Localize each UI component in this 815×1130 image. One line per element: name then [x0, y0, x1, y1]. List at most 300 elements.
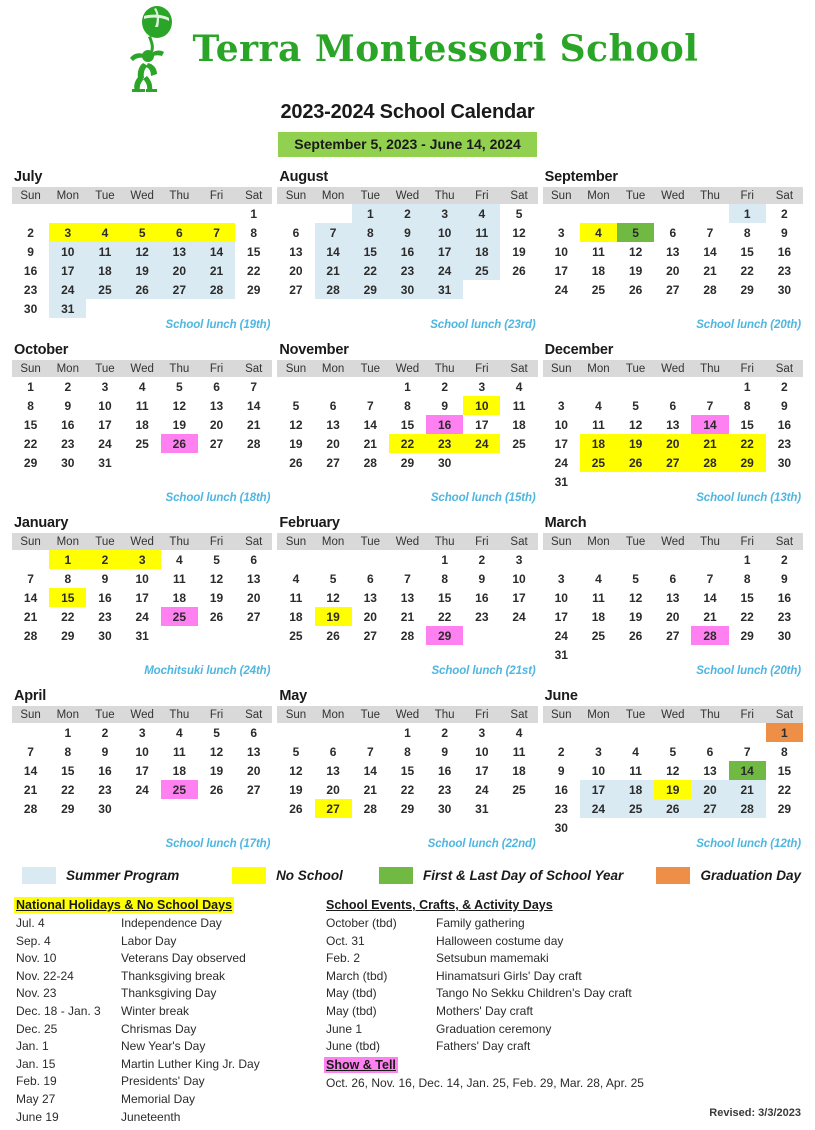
empty-day-cell — [500, 280, 537, 299]
day-cell: 24 — [512, 609, 526, 624]
day-cell: 2 — [27, 225, 34, 240]
day-cell: 6 — [669, 398, 677, 413]
day-cell: 24 — [426, 261, 463, 280]
empty-day-cell — [277, 818, 314, 837]
empty-day-cell — [86, 299, 123, 318]
holidays-list — [14, 915, 324, 1126]
day-cell: 15 — [740, 417, 754, 432]
weekday-header-sun: Sun — [12, 360, 49, 377]
weekday-header-mon: Mon — [315, 187, 352, 204]
day-cell: 4 — [86, 223, 123, 242]
week-row — [277, 453, 537, 472]
day-cell: 9 — [389, 223, 426, 242]
day-cell: 7 — [27, 571, 34, 586]
day-cell: 19 — [315, 607, 352, 626]
empty-day-cell — [315, 472, 352, 491]
day-cell: 30 — [777, 282, 792, 297]
empty-day-cell — [617, 550, 654, 569]
day-cell: 27 — [666, 282, 680, 297]
empty-day-cell — [426, 645, 463, 664]
day-cell: 6 — [250, 552, 258, 567]
day-cell: 20 — [289, 263, 303, 278]
day-cell: 25 — [617, 799, 654, 818]
empty-day-cell — [352, 472, 389, 491]
list-item — [324, 1021, 801, 1039]
list-item-date: Sep. 4 — [16, 933, 51, 948]
day-cell: 2 — [86, 550, 123, 569]
day-cell: 18 — [591, 609, 606, 624]
legend-label: No School — [276, 868, 343, 883]
day-cell: 14 — [729, 761, 766, 780]
day-cell: 9 — [478, 571, 486, 586]
empty-day-cell — [389, 550, 426, 569]
day-cell: 8 — [743, 398, 751, 413]
day-cell: 28 — [729, 799, 766, 818]
day-cell: 1 — [441, 552, 449, 567]
day-cell: 21 — [363, 782, 377, 797]
day-cell: 24 — [554, 282, 568, 297]
day-cell: 17 — [554, 436, 568, 451]
day-cell: 7 — [27, 744, 34, 759]
week-row — [277, 645, 537, 664]
day-cell: 14 — [363, 417, 377, 432]
day-cell: 11 — [173, 744, 186, 759]
empty-day-cell — [500, 645, 537, 664]
day-cell: 4 — [463, 204, 500, 223]
day-cell: 18 — [591, 263, 606, 278]
empty-day-cell — [389, 472, 426, 491]
week-row — [12, 377, 272, 396]
day-cell: 6 — [706, 744, 714, 759]
day-cell: 11 — [289, 590, 303, 605]
list-item-date: March (tbd) — [326, 968, 388, 983]
child-with-globe-balloon-logo-icon — [117, 6, 191, 92]
weekday-header-row — [12, 187, 272, 204]
empty-day-cell — [580, 818, 617, 837]
weekday-header-sat: Sat — [235, 533, 272, 550]
day-cell: 9 — [101, 571, 109, 586]
week-row — [543, 223, 803, 242]
day-cell: 20 — [666, 263, 680, 278]
day-cell: 12 — [209, 744, 224, 759]
list-item-label: Tango No Sekku Children's Day craft — [436, 986, 632, 1001]
day-cell: 16 — [437, 763, 452, 778]
day-cell: 24 — [135, 782, 149, 797]
day-cell: 20 — [666, 609, 680, 624]
weekday-header-thu: Thu — [691, 187, 728, 204]
day-cell: 11 — [135, 398, 149, 413]
legend — [0, 861, 815, 884]
empty-day-cell — [463, 818, 500, 837]
lunch-note: School lunch (21st) — [431, 665, 536, 677]
weekday-header-sun: Sun — [277, 360, 314, 377]
empty-day-cell — [580, 299, 617, 318]
list-item — [324, 915, 801, 933]
day-cell: 27 — [363, 628, 377, 643]
empty-day-cell — [500, 626, 537, 645]
week-row — [543, 550, 803, 569]
day-cell: 16 — [475, 590, 489, 605]
day-cell: 8 — [250, 225, 258, 240]
day-cell: 14 — [23, 763, 38, 778]
day-cell: 8 — [352, 223, 389, 242]
empty-day-cell — [654, 723, 691, 742]
day-cell: 2 — [389, 204, 426, 223]
week-row — [543, 799, 803, 818]
day-cell: 30 — [437, 801, 452, 816]
bottom-lists — [0, 884, 815, 1126]
empty-day-cell — [389, 818, 426, 837]
day-cell: 22 — [61, 782, 75, 797]
day-cell: 1 — [27, 379, 34, 394]
day-cell: 27 — [691, 799, 728, 818]
day-cell: 16 — [389, 242, 426, 261]
empty-day-cell — [463, 626, 500, 645]
revised-date: Revised: 3/3/2023 — [709, 1107, 801, 1119]
empty-day-cell — [124, 453, 161, 472]
empty-day-cell — [463, 280, 500, 299]
empty-day-cell — [86, 645, 123, 664]
day-cell: 15 — [61, 763, 75, 778]
day-cell: 28 — [363, 455, 377, 470]
day-cell: 15 — [352, 242, 389, 261]
day-cell: 14 — [703, 590, 717, 605]
day-cell: 15 — [400, 763, 415, 778]
empty-day-cell — [124, 299, 161, 318]
day-cell: 17 — [554, 263, 568, 278]
empty-day-cell — [426, 818, 463, 837]
day-cell: 25 — [161, 607, 198, 626]
day-cell: 21 — [315, 261, 352, 280]
day-cell: 27 — [326, 455, 340, 470]
empty-day-cell — [352, 818, 389, 837]
week-row — [12, 607, 272, 626]
weekday-header-sun: Sun — [543, 706, 580, 723]
day-cell: 30 — [23, 301, 38, 316]
list-item-date: Nov. 23 — [16, 986, 57, 1001]
empty-day-cell — [315, 299, 352, 318]
weekday-header-row — [277, 187, 537, 204]
weekday-header-fri: Fri — [463, 360, 500, 377]
empty-day-cell — [198, 799, 235, 818]
month-table — [12, 706, 272, 837]
empty-day-cell — [500, 799, 537, 818]
weekday-header-fri: Fri — [729, 706, 766, 723]
week-row — [543, 742, 803, 761]
day-cell: 17 — [475, 417, 489, 432]
day-cell: 1 — [352, 204, 389, 223]
list-item — [14, 1109, 324, 1127]
events-column — [324, 896, 801, 1126]
day-cell: 1 — [404, 725, 411, 740]
weekday-header-fri: Fri — [463, 187, 500, 204]
empty-day-cell — [277, 645, 314, 664]
month-june — [543, 688, 803, 861]
day-cell: 11 — [592, 244, 605, 259]
week-row — [543, 415, 803, 434]
day-cell: 14 — [247, 398, 261, 413]
empty-day-cell — [729, 299, 766, 318]
day-cell: 14 — [703, 244, 717, 259]
day-cell: 5 — [213, 552, 220, 567]
week-row — [277, 280, 537, 299]
weekday-header-tue: Tue — [352, 360, 389, 377]
day-cell: 6 — [292, 225, 300, 240]
day-cell: 11 — [463, 223, 500, 242]
holidays-heading: National Holidays & No School Days — [16, 898, 233, 912]
empty-day-cell — [235, 799, 272, 818]
day-cell: 7 — [404, 571, 411, 586]
empty-day-cell — [124, 204, 161, 223]
day-cell: 31 — [554, 474, 568, 489]
day-cell: 1 — [64, 725, 72, 740]
day-cell: 27 — [209, 436, 224, 451]
day-cell: 23 — [777, 609, 792, 624]
empty-day-cell — [691, 645, 728, 664]
day-cell: 22 — [389, 434, 426, 453]
day-cell: 24 — [49, 280, 86, 299]
day-cell: 10 — [591, 763, 606, 778]
month-january — [12, 515, 272, 688]
day-cell: 11 — [173, 571, 186, 586]
week-row — [277, 396, 537, 415]
week-row — [543, 761, 803, 780]
empty-day-cell — [766, 472, 803, 491]
legend-item — [656, 867, 801, 884]
day-cell: 26 — [209, 609, 224, 624]
weekday-header-sat: Sat — [235, 706, 272, 723]
day-cell: 20 — [691, 780, 728, 799]
month-name: January — [14, 515, 69, 531]
day-cell: 9 — [64, 398, 72, 413]
month-may — [277, 688, 537, 861]
page-header — [0, 0, 815, 157]
month-table — [12, 360, 272, 491]
empty-day-cell — [729, 818, 766, 837]
lunch-note: School lunch (19th) — [165, 319, 271, 331]
day-cell: 4 — [176, 552, 183, 567]
week-row — [12, 723, 272, 742]
weekday-header-row — [543, 187, 803, 204]
month-name: April — [14, 688, 47, 704]
empty-day-cell — [543, 550, 580, 569]
lunch-note: Mochitsuki lunch (24th) — [144, 665, 271, 677]
weekday-header-row — [277, 360, 537, 377]
day-cell: 26 — [124, 280, 161, 299]
empty-day-cell — [277, 377, 314, 396]
day-cell: 27 — [161, 280, 198, 299]
week-row — [543, 299, 803, 318]
week-row — [12, 588, 272, 607]
day-cell: 22 — [61, 609, 75, 624]
legend-swatch-icon — [22, 867, 56, 884]
month-table — [277, 187, 537, 318]
list-item-date: Feb. 2 — [326, 951, 361, 966]
weekday-header-sun: Sun — [543, 533, 580, 550]
weekday-header-fri: Fri — [729, 187, 766, 204]
day-cell: 25 — [463, 261, 500, 280]
day-cell: 12 — [289, 763, 303, 778]
day-cell: 13 — [326, 763, 340, 778]
weekday-header-thu: Thu — [426, 360, 463, 377]
empty-day-cell — [617, 472, 654, 491]
day-cell: 23 — [777, 436, 792, 451]
day-cell: 3 — [557, 225, 565, 240]
show-and-tell-heading: Show & Tell — [326, 1057, 396, 1072]
day-cell: 13 — [247, 571, 261, 586]
month-name: May — [279, 688, 307, 704]
day-cell: 15 — [740, 590, 754, 605]
month-table — [543, 706, 803, 837]
empty-day-cell — [161, 299, 198, 318]
empty-day-cell — [617, 299, 654, 318]
logo-row — [0, 6, 815, 92]
day-cell: 20 — [209, 417, 224, 432]
weekday-header-wed: Wed — [654, 533, 691, 550]
list-item — [14, 950, 324, 968]
day-cell: 29 — [400, 801, 415, 816]
day-cell: 16 — [61, 417, 75, 432]
weekday-header-fri: Fri — [198, 187, 235, 204]
day-cell: 16 — [23, 263, 38, 278]
day-cell: 18 — [86, 261, 123, 280]
day-cell: 15 — [247, 244, 261, 259]
empty-day-cell — [654, 550, 691, 569]
empty-day-cell — [691, 723, 728, 742]
day-cell: 4 — [595, 398, 602, 413]
day-cell: 16 — [777, 590, 792, 605]
holidays-column — [14, 896, 324, 1126]
weekday-header-sun: Sun — [277, 187, 314, 204]
weekday-header-tue: Tue — [86, 706, 123, 723]
empty-day-cell — [691, 377, 728, 396]
weekday-header-tue: Tue — [86, 360, 123, 377]
empty-day-cell — [463, 472, 500, 491]
empty-day-cell — [235, 472, 272, 491]
day-cell: 12 — [666, 763, 680, 778]
weekday-header-row — [543, 360, 803, 377]
empty-day-cell — [500, 472, 537, 491]
empty-day-cell — [617, 204, 654, 223]
weekday-header-wed: Wed — [124, 187, 161, 204]
week-row — [277, 299, 537, 318]
day-cell: 19 — [172, 417, 187, 432]
weekday-header-thu: Thu — [691, 360, 728, 377]
day-cell: 5 — [632, 571, 639, 586]
day-cell: 16 — [777, 417, 792, 432]
weekday-header-wed: Wed — [389, 360, 426, 377]
day-cell: 9 — [101, 744, 109, 759]
week-row — [277, 434, 537, 453]
week-row — [277, 550, 537, 569]
week-row — [543, 780, 803, 799]
day-cell: 15 — [437, 590, 452, 605]
day-cell: 8 — [743, 571, 751, 586]
day-cell: 18 — [512, 763, 526, 778]
day-cell: 7 — [250, 379, 258, 394]
day-cell: 19 — [512, 244, 526, 259]
day-cell: 3 — [101, 379, 109, 394]
day-cell: 17 — [426, 242, 463, 261]
empty-day-cell — [654, 818, 691, 837]
week-row — [277, 472, 537, 491]
empty-day-cell — [691, 204, 728, 223]
legend-swatch-icon — [379, 867, 413, 884]
empty-day-cell — [389, 299, 426, 318]
weekday-header-sat: Sat — [500, 360, 537, 377]
weekday-header-sun: Sun — [543, 187, 580, 204]
day-cell: 13 — [703, 763, 717, 778]
day-cell: 13 — [666, 417, 680, 432]
weekday-header-fri: Fri — [198, 533, 235, 550]
day-cell: 7 — [706, 571, 714, 586]
day-cell: 28 — [400, 628, 415, 643]
weekday-header-sat: Sat — [766, 533, 803, 550]
day-cell: 8 — [404, 744, 411, 759]
day-cell: 2 — [441, 379, 449, 394]
weekday-header-sun: Sun — [543, 360, 580, 377]
month-august — [277, 169, 537, 342]
day-cell: 20 — [326, 436, 340, 451]
day-cell: 13 — [400, 590, 415, 605]
day-cell: 10 — [49, 242, 86, 261]
weekday-header-tue: Tue — [86, 533, 123, 550]
month-name: November — [279, 342, 349, 358]
day-cell: 8 — [64, 571, 72, 586]
empty-day-cell — [729, 645, 766, 664]
week-row — [543, 626, 803, 645]
empty-day-cell — [198, 204, 235, 223]
day-cell: 25 — [591, 628, 606, 643]
week-row — [277, 607, 537, 626]
week-row — [12, 780, 272, 799]
empty-day-cell — [315, 550, 352, 569]
list-item-date: Nov. 10 — [16, 951, 57, 966]
day-cell: 18 — [172, 590, 187, 605]
day-cell: 29 — [777, 801, 792, 816]
day-cell: 22 — [729, 434, 766, 453]
day-cell: 30 — [437, 455, 452, 470]
page-title: 2023-2024 School Calendar — [280, 101, 535, 123]
day-cell: 28 — [23, 801, 38, 816]
week-row — [543, 453, 803, 472]
day-cell: 23 — [98, 782, 112, 797]
weekday-header-sat: Sat — [766, 360, 803, 377]
lunch-note: School lunch (13th) — [696, 492, 801, 504]
day-cell: 11 — [629, 763, 642, 778]
weekday-header-fri: Fri — [463, 706, 500, 723]
weekday-header-tue: Tue — [617, 706, 654, 723]
day-cell: 17 — [580, 780, 617, 799]
list-item-date: Jan. 1 — [16, 1039, 49, 1054]
day-cell: 23 — [389, 261, 426, 280]
list-item-label: New Year's Day — [121, 1039, 206, 1054]
day-cell: 7 — [706, 398, 714, 413]
day-cell: 5 — [669, 744, 677, 759]
day-cell: 17 — [512, 590, 526, 605]
list-item-date: June 19 — [16, 1109, 59, 1124]
show-and-tell-dates: Oct. 26, Nov. 16, Dec. 14, Jan. 25, Feb. 29, Mar. 28, Apr. 25 — [326, 1075, 644, 1090]
empty-day-cell — [235, 645, 272, 664]
day-cell: 8 — [781, 744, 788, 759]
day-cell: 23 — [475, 609, 489, 624]
weekday-header-row — [543, 533, 803, 550]
day-cell: 23 — [437, 782, 452, 797]
lunch-note: School lunch (17th) — [165, 838, 271, 850]
day-cell: 9 — [781, 398, 788, 413]
week-row — [277, 569, 537, 588]
day-cell: 29 — [61, 801, 75, 816]
